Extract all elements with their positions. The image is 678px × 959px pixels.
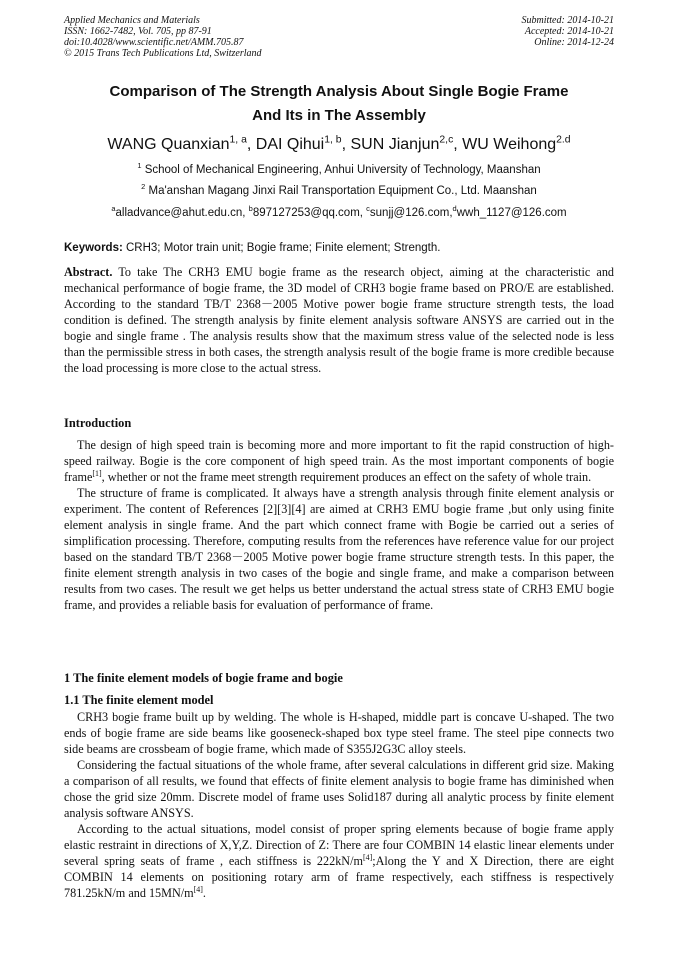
- introduction-heading: Introduction: [64, 416, 132, 430]
- keywords: [64, 242, 614, 254]
- author-list: WANG Quanxian$^{1, a}$, DAI Qihui$^{1, b}$, SUN Jianjun$^{2,c}$, WU Weihong$^{2.d}$: [107, 134, 571, 153]
- email-address: alladvance@ahut.edu.cn,: [115, 207, 249, 219]
- section-1-paragraph-2: Considering the factual situations of the whole frame, after several calculations in different grid size. Making a comparison of all results, we found that effects of finite element analysis to bogie frame has diminished when chose the grid size 20mm. Discrete model of frame uses Solid187 during all analytic process by finite element analysis software ANSYS.: [64, 758, 614, 820]
- journal-doi: doi:10.4028/www.scientific.net/AMM.705.87: [64, 37, 244, 48]
- citation: [1]: [92, 468, 102, 478]
- email-address: sunjj@126.com,: [369, 207, 453, 219]
- section-1-paragraph-1: CRH3 bogie frame built up by welding. The whole is H-shaped, middle part is concave U-shaped. The two ends of bogie frame are side beams like gooseneck-shaped box type steel frame. The steel pipe connects two side beams are crossbeam of bogie frame, which made of S355J2G3C alloy steels.: [64, 710, 614, 756]
- author-name: DAI Qihui: [255, 136, 325, 153]
- introduction-body: [64, 437, 614, 613]
- keywords-text: CRH3; Motor train unit; Bogie frame; Finite element; Strength.: [126, 242, 441, 254]
- abstract: [64, 264, 614, 376]
- abstract-text: To take The CRH3 EMU bogie frame as the research object, aiming at the characteristic and mechanical performance of bogie frame, the 3D model of CRH3 bogie frame based on PRO/E are established. According to the standard TB/T 2368－2005 Motive power bogie frame structure strength tests, the load condition is defined. The strength analysis by finite element analysis software ANSYS are carried out in the bogie and single frame . The analysis results show that the maximum stress value of the selected node is less than the permissible stress in both cases, the strength analysis result of the bogie frame is more credible because the load processing is more close to the actual stress.: [64, 265, 615, 375]
- section-1-body: [64, 709, 614, 901]
- intro-paragraph-2: The structure of frame is complicated. It always have a strength analysis through finite element analysis or experiment. The content of References [2][3][4] are aimed at CRH3 EMU bogie frame ,but only using finite element analysis in single frame. And the part which connect frame with Bogie be carried out a series of simplification processing. Therefore, computing results from the references have reference value for our project based on the standard TB/T 2368－2005 Motive power bogie frame structure strength tests. In this paper, the finite element strength analysis in two cases of the bogie and single frame, and make a comparison between results from two cases. The result we get helps us better understand the actual stress state of CRH3 EMU bogie frame, and provides a reliable basis for evaluation of performance of frame.: [64, 486, 614, 612]
- author-sup: 1, a: [229, 134, 247, 146]
- journal-copyright: © 2015 Trans Tech Publications Ltd, Switzerland: [64, 48, 262, 59]
- affiliation-2: $^2$ Ma'anshan Magang Jinxi Rail Transportation Equipment Co., Ltd. Maanshan: [141, 182, 537, 197]
- author-sup: 2,c: [439, 134, 454, 146]
- abstract-label: Abstract.: [64, 265, 113, 279]
- citation: [4]: [362, 852, 373, 862]
- date-submitted: Submitted: 2014-10-21: [521, 15, 614, 26]
- title-line-1: Comparison of The Strength Analysis About Single Bogie Frame: [109, 83, 569, 100]
- affiliation-1: $^1$ School of Mechanical Engineering, Anhui University of Technology, Maanshan: [137, 161, 541, 176]
- date-online: Online: 2014-12-24: [534, 37, 614, 48]
- author-sup: 2.d: [556, 134, 571, 146]
- journal-issn: ISSN: 1662-7482, Vol. 705, pp 87-91: [64, 26, 212, 37]
- author-sup: 1, b: [324, 134, 342, 146]
- citation: [4]: [193, 884, 203, 894]
- author-name: WU Weihong: [462, 136, 557, 153]
- journal-info: [64, 15, 262, 59]
- submission-dates: [522, 15, 615, 48]
- paper-title: [40, 80, 638, 128]
- email-address: 897127253@qq.com,: [252, 207, 367, 219]
- title-line-2: And Its in The Assembly: [252, 107, 426, 124]
- keywords-label: Keywords:: [64, 242, 123, 254]
- email-address: wwh_1127@126.com: [456, 207, 567, 219]
- date-accepted: Accepted: 2014-10-21: [524, 26, 614, 37]
- section-1-heading: 1 The finite element models of bogie frame and bogie: [64, 671, 343, 685]
- intro-paragraph-1: The design of high speed train is becoming more and more important to fit the rapid construction of high-speed railway. Bogie is the core component of high speed train. As the most important components of bogie frame[1], whether or not the frame meet strength requirement produces an effect on the safety of whole train.: [64, 438, 614, 484]
- author-name: WANG Quanxian: [107, 136, 230, 153]
- author-name: SUN Jianjun: [350, 136, 440, 153]
- journal-name: Applied Mechanics and Materials: [64, 15, 200, 26]
- email-list: $^a$alladvance@ahut.edu.cn, $^b$897127253@qq.com, $^c$sunjj@126.com,$^d$wwh_1127@126.com: [111, 204, 567, 219]
- section-1-paragraph-3: According to the actual situations, model consist of proper spring elements because of bogie frame apply elastic restraint in directions of X,Y,Z. Direction of Z: There are four COMBIN 14 elastic linear elements under several spring seats of frame , each stiffness is 222kN/m[4];Along the Y and X Direction, there are eight COMBIN 14 elements on positioning rotary arm of frame respectively, each stiffness is respectively 781.25kN/m and 15MN/m[4].: [64, 822, 614, 900]
- section-1-1-heading: 1.1 The finite element model: [64, 693, 214, 707]
